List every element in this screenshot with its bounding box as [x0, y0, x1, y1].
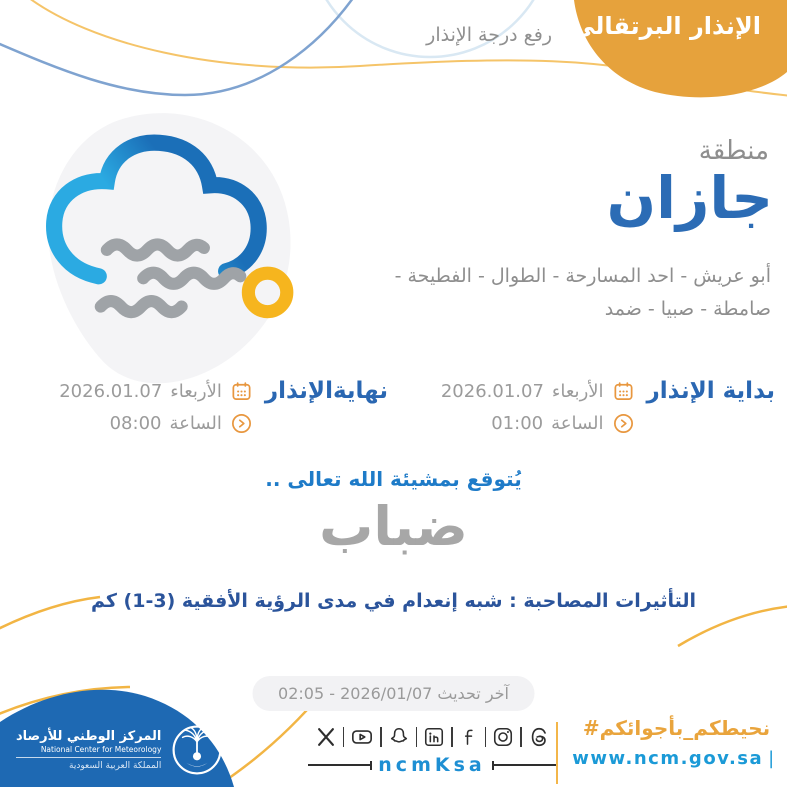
clock-icon [612, 412, 635, 435]
icon-separator [451, 727, 453, 747]
handle-line-left [308, 764, 372, 766]
handle-line-right [492, 764, 556, 766]
linkedin-icon[interactable] [423, 726, 445, 748]
x-icon[interactable] [315, 726, 337, 748]
social-handle[interactable]: ncmKsa [378, 754, 486, 776]
social-media-block [308, 726, 556, 776]
alert-end-time-row [59, 412, 253, 435]
alert-level-title: الإنذار البرتقالي [571, 12, 761, 40]
phenomenon-text: ضباب [319, 495, 468, 558]
expectation-text: يُتوقع بمشيئة الله تعالى .. [265, 467, 522, 491]
website-separator: | [768, 748, 776, 769]
last-update-badge: آخر تحديث 2026/01/07 - 02:05 [252, 676, 535, 711]
alert-end-title: نهايةالإنذار [264, 378, 388, 404]
alert-start-time: 01:00 [491, 413, 544, 434]
calendar-icon [230, 380, 253, 403]
website-link[interactable]: www.ncm.gov.sa [572, 748, 764, 769]
icon-separator [343, 727, 345, 747]
alert-start-time-label: الساعة [551, 413, 604, 434]
org-name-arabic: المركز الوطني للأرصاد [16, 729, 162, 744]
clock-icon [230, 412, 253, 435]
alert-end-time: 08:00 [109, 413, 162, 434]
region-areas-list: أبو عريش - احد المسارحة - الطوال - الفطيحة - صامطة - صبيا - ضمد [394, 265, 771, 321]
alert-end-date-row [59, 380, 253, 403]
footer-divider [556, 722, 558, 784]
social-icons-row [308, 726, 556, 748]
fog-weather-icon [28, 106, 306, 398]
alert-start-date: 2026.01.07 [440, 381, 544, 402]
instagram-icon[interactable] [492, 726, 514, 748]
hashtag-text[interactable]: #نحيطكم_بأجوائكم [582, 716, 771, 740]
icon-separator [485, 727, 487, 747]
icon-separator [520, 727, 522, 747]
alert-escalation-note: رفع درجة الإنذار [426, 24, 552, 46]
org-country: المملكة العربية السعودية [69, 761, 162, 771]
alert-end-day: الأربعاء [170, 381, 222, 402]
calendar-icon [612, 380, 635, 403]
alert-start-time-row [441, 412, 635, 435]
social-handle-row [308, 754, 556, 776]
alert-end-section [16, 378, 388, 435]
snapchat-icon[interactable] [388, 726, 410, 748]
icon-separator [416, 727, 418, 747]
logo-divider [16, 757, 161, 758]
footer-contact-block [572, 716, 777, 769]
org-name-english: National Center for Meteorology [40, 745, 162, 754]
effects-text: التأثيرات المصاحبة : شبه إنعدام في مدى الرؤية الأفقية (3-1) كم [90, 590, 697, 612]
region-name: جازان [606, 164, 773, 232]
alert-start-title: بداية الإنذار [646, 378, 775, 404]
website-row[interactable] [572, 748, 777, 769]
icon-separator [380, 727, 382, 747]
region-label: منطقة [698, 136, 769, 166]
yellow-arc-bottom-right [678, 606, 787, 646]
alert-end-time-label: الساعة [169, 413, 222, 434]
facebook-icon[interactable] [459, 726, 479, 748]
ncm-emblem-icon [170, 723, 224, 777]
threads-icon[interactable] [528, 726, 550, 748]
youtube-icon[interactable] [350, 726, 374, 748]
alert-start-section [403, 378, 775, 435]
alert-start-day: الأربعاء [551, 381, 604, 402]
alert-start-date-row [441, 380, 635, 403]
alert-end-date: 2026.01.07 [59, 381, 163, 402]
ncm-logo[interactable] [16, 723, 224, 777]
